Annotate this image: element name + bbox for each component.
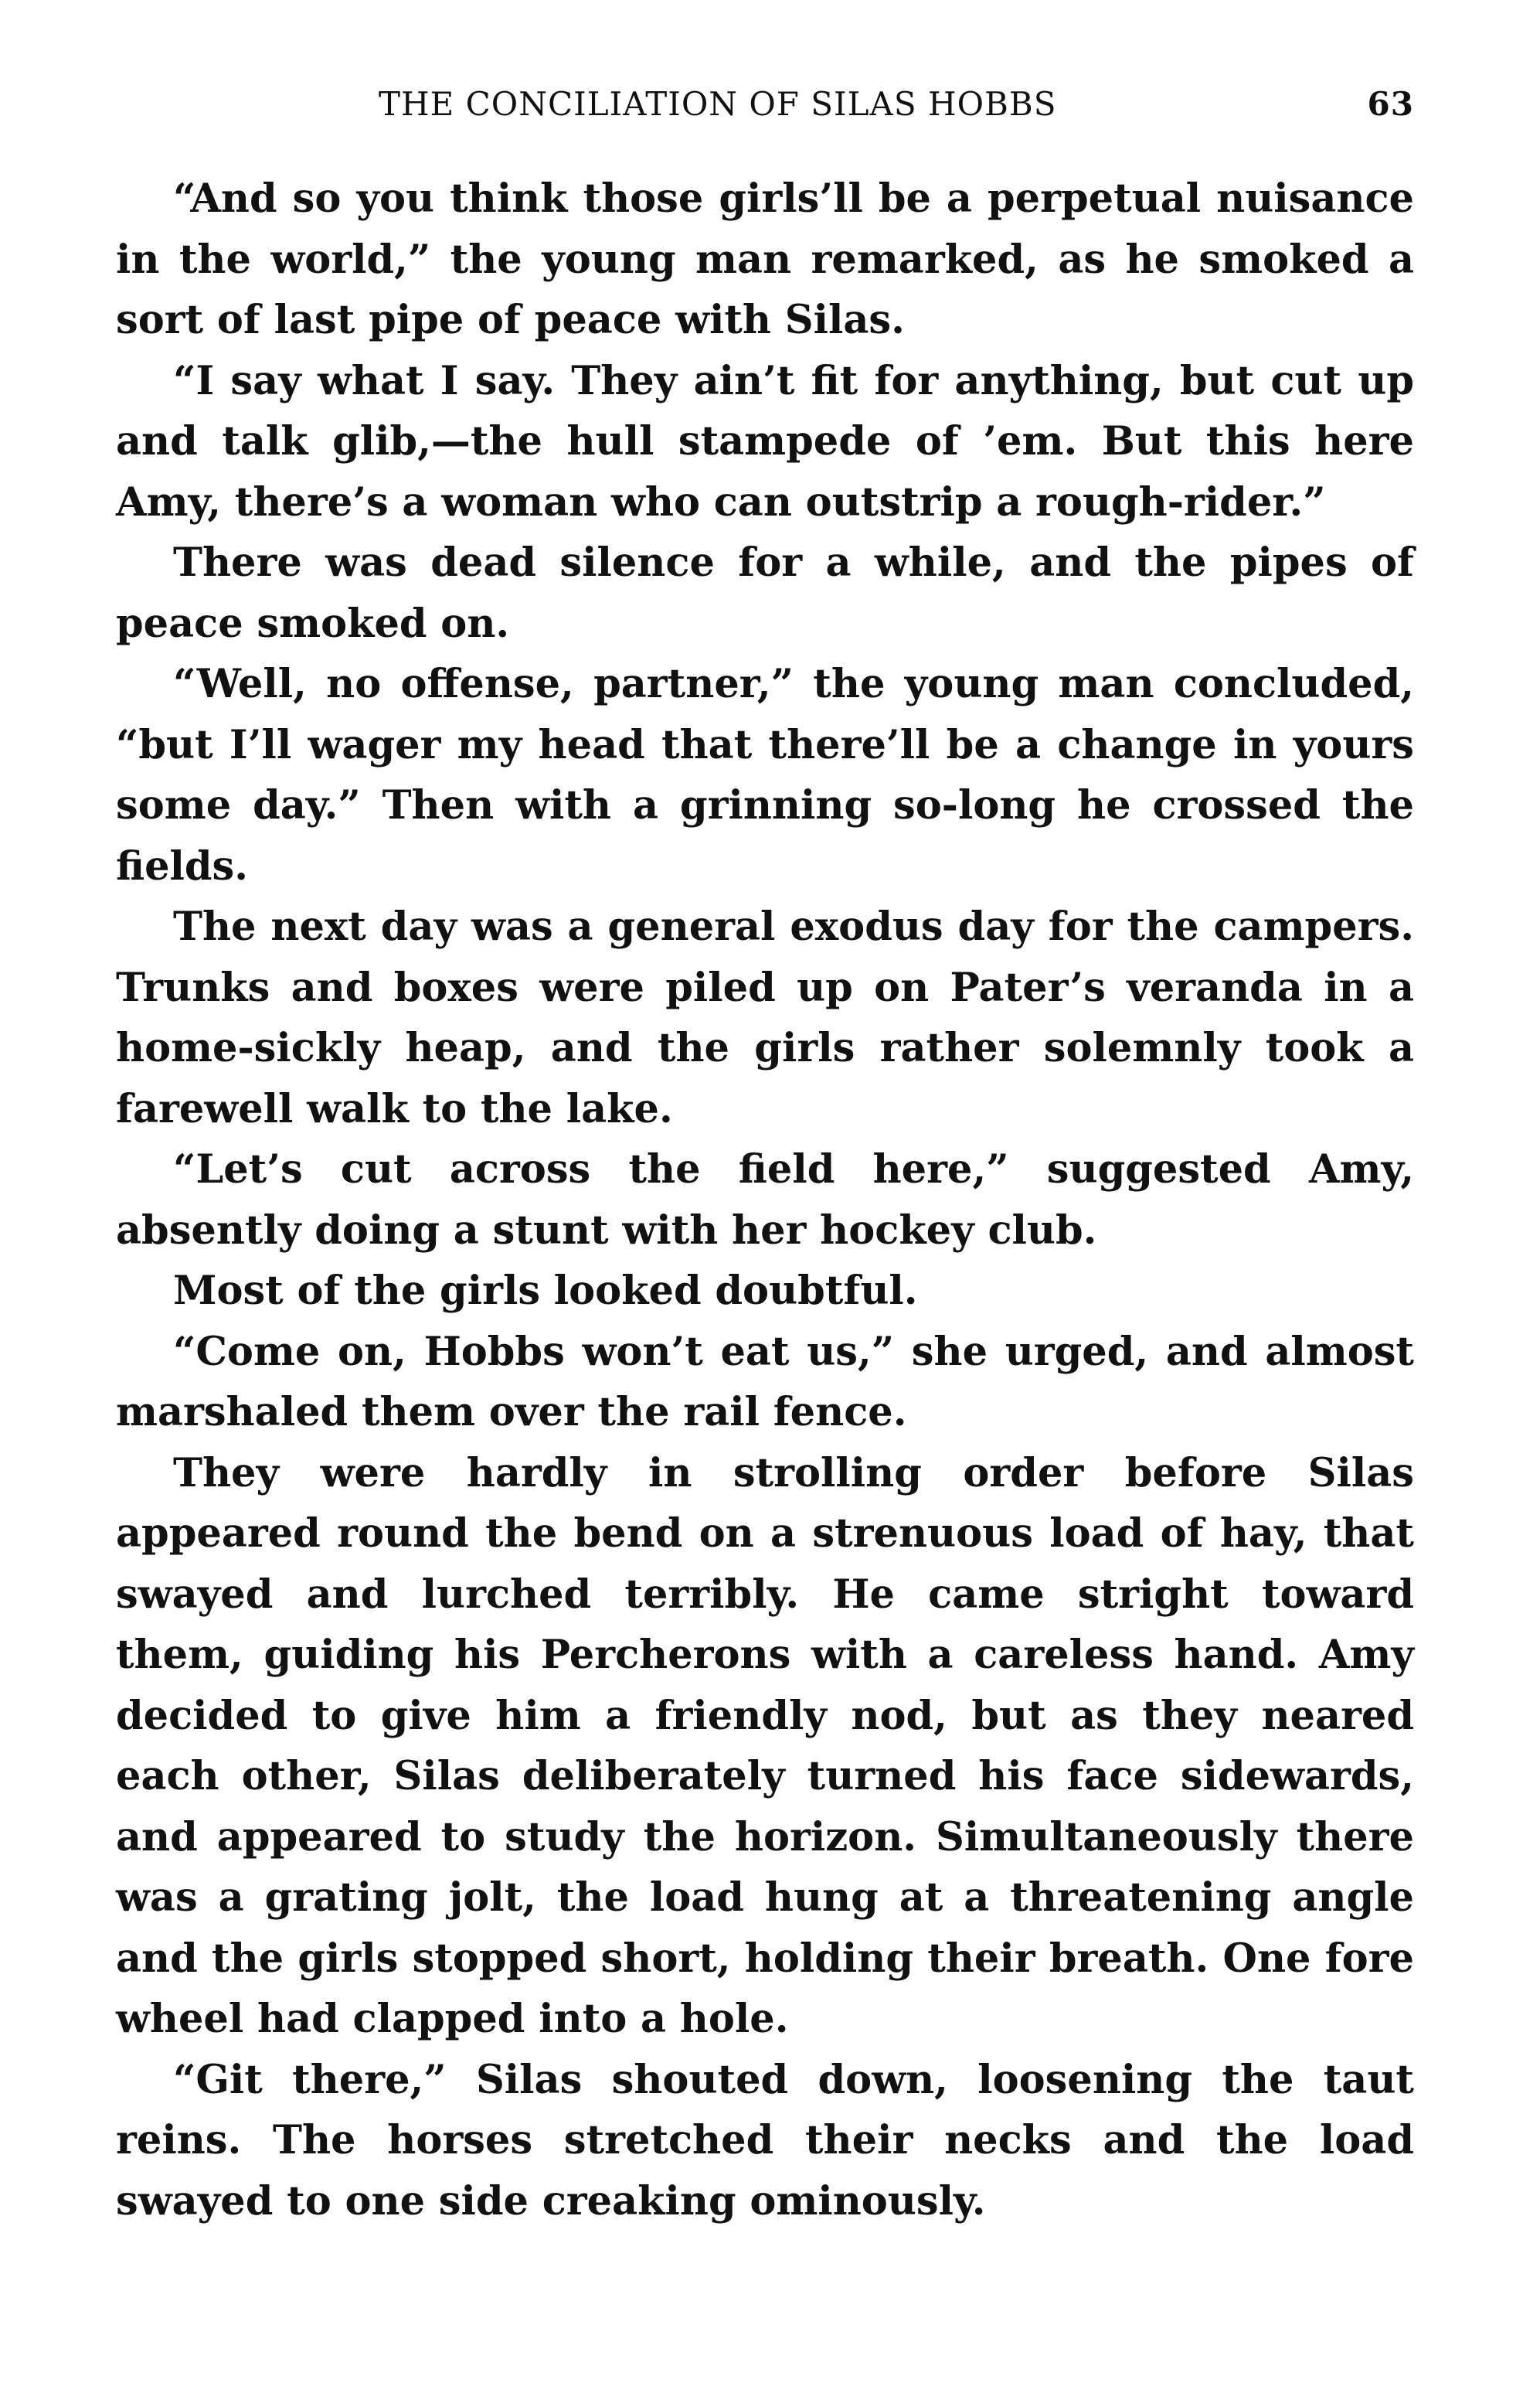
paragraph: They were hardly in strolling order before Silas appeared round the bend on a strenuous load of hay, that swayed and lurched terribly. He came stright toward them, guiding his Percherons with a careless hand. Amy decided to give him a friendly nod, but as they neared each other, Silas deliberately turned his face sidewards, and appeared to study the horizon. Simultaneously there was a grating jolt, the load hung at a threatening angle and the girls stopped short, holding their breath. One fore wheel had clapped into a hole.: [116, 1449, 1414, 2042]
page-number: 63: [1367, 85, 1414, 123]
paragraph: “Git there,” Silas shouted down, loosening the taut reins. The horses stretched their necks and the load swayed to one side creaking ominously.: [116, 2056, 1414, 2225]
body-text: [116, 168, 1414, 2231]
paragraph: “I say what I say. They ain’t fit for anything, but cut up and talk glib,—the hull stampede of ’em. But this here Amy, there’s a woman who can outstrip a rough-rider.”: [116, 357, 1414, 526]
paragraph: “And so you think those girls’ll be a perpetual nuisance in the world,” the young man remarked, as he smoked a sort of last pipe of peace with Silas.: [116, 175, 1414, 343]
paragraph: The next day was a general exodus day for the campers. Trunks and boxes were piled up on Pater’s veranda in a home-sickly heap, and the girls rather solemnly took a farewell walk to the lake.: [116, 904, 1414, 1132]
paragraph: There was dead silence for a while, and the pipes of peace smoked on.: [116, 540, 1414, 647]
paragraph: “Come on, Hobbs won’t eat us,” she urged, and almost marshaled them over the rail fence.: [116, 1328, 1414, 1435]
running-title: THE CONCILIATION OF SILAS HOBBS: [379, 85, 1057, 123]
book-page: [116, 85, 1414, 2231]
paragraph: Most of the girls looked doubtful.: [173, 1268, 918, 1314]
running-head: [116, 85, 1414, 131]
paragraph: “Well, no offense, partner,” the young man concluded, “but I’ll wager my head that there’ll be a change in yours some day.” Then with a grinning so-long he crossed the fields.: [116, 661, 1414, 890]
paragraph: “Let’s cut across the field here,” suggested Amy, absently doing a stunt with her hockey club.: [116, 1146, 1414, 1254]
